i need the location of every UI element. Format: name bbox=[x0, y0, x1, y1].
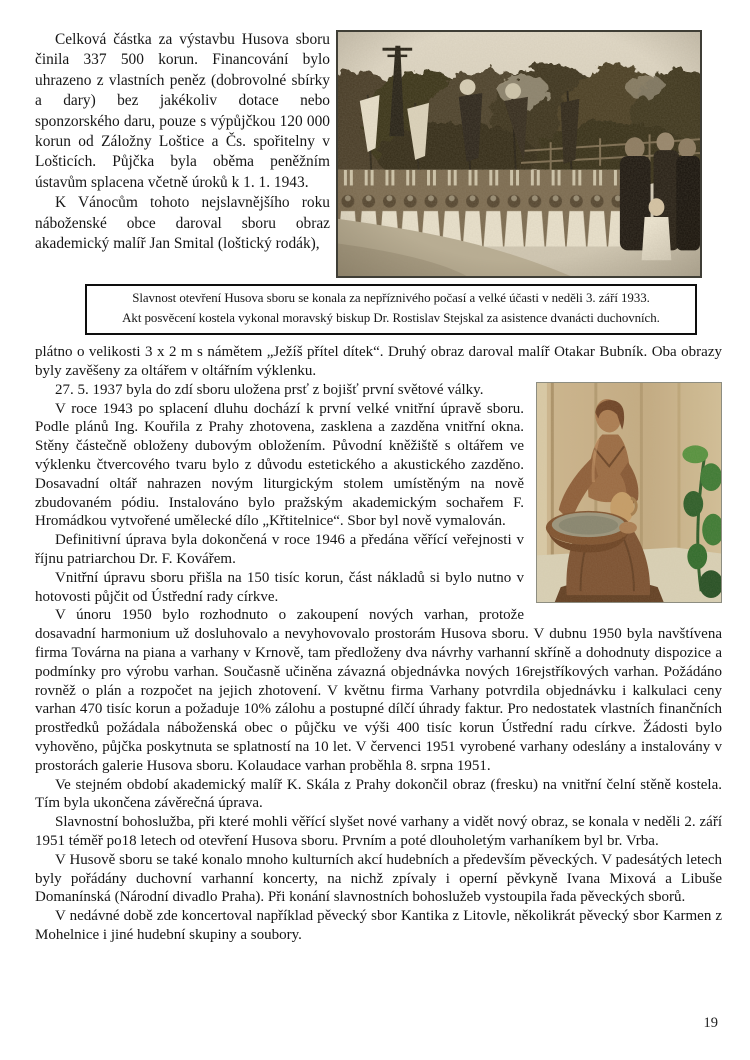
page-number: 19 bbox=[703, 1015, 718, 1031]
caption-line-1: Slavnost otevření Husova sboru se konala za nepříznivého počasí a velké účasti v neděli 3. září 1933. bbox=[132, 291, 650, 305]
body-paragraph-2: 27. 5. 1937 byla do zdí sboru uložena prsť z bojišť první světové války. bbox=[55, 381, 484, 398]
body-paragraph-4: Definitivní úprava byla dokončená v roce 1946 a předána věřící veřejnosti v říjnu patriarchou Dr. F. Kovářem. bbox=[35, 532, 524, 567]
body-paragraph-10: V nedávné době zde koncertoval například pěvecký sbor Kantika z Litovle, několikrát pěvecký sbor Karmen z Mohelnice i jiné hudební skupiny a soubory. bbox=[35, 908, 722, 943]
intro-text-column bbox=[35, 30, 330, 278]
intro-paragraph-1: Celková částka za výstavbu Husova sboru činila 337 500 korun. Financování bylo uhrazeno z vlastních peněz (dobrovolné sbírky a dary) bez jakékoliv dotace nebo sponzorského daru, pouze s výpůjčkou 120 000 korun od Záložny Loštice a Čs. spořitelny v Lošticích. Půjčka byla oběma peněžním ústavům splacena včetně úroků k 1. 1. 1943. bbox=[35, 31, 330, 191]
body-paragraph-8: Slavnostní bohoslužba, při které mohli věřící slyšet nové varhany a vidět nový obraz, se konala v neděli 2. září 1951 téměř po18 letech od otevření Husova sboru. Prvním a poté dlouholetým varhaníkem byl br. Vrba. bbox=[35, 814, 722, 849]
photo-vignette bbox=[338, 32, 700, 276]
body-paragraph-1: plátno o velikosti 3 x 2 m s námětem „Ježíš přítel dítek“. Druhý obraz daroval malíř Otakar Bubník. Oba obrazy byly zavěšeny za oltářem v oltářním výklenku. bbox=[35, 344, 722, 379]
photo-grain bbox=[537, 383, 721, 602]
body-paragraph-9: V Husově sboru se také konalo mnoho kulturních akcí hudebních a především pěveckých. V padesátých letech byly pořádány duchovní varhanní koncerty, na nichž zpívaly i operní pěvkyně Ivana Mixová a Libuše Domanínská (Národní divadlo Praha). Při konání slavnostních bohoslužeb vystoupila řada pěveckých sborů. bbox=[35, 851, 722, 906]
top-section bbox=[35, 30, 722, 278]
body-paragraph-6: V únoru 1950 bylo rozhodnuto o zakoupení nových varhan, protože dosavadní harmonium už dosluhovalo a nevyhovovalo prostorám Husova sboru. V dubnu 1950 byla navštívena firma Továrna na piana a varhany v Krnově, tam předloženy dva návrhy varhanní skříně a dohodnuty dispozice a podmínky pro výrobu varhan. Současně učiněna závazná objednávka nových 16rejstříkových varhan. Požádáno rovněž o plán a rozpočet na jejich zhotovení. V květnu firma Varhany potvrdila objednávku i kalkulaci ceny varhan 470 tisíc korun a požaduje 10% zálohu a postupné dílčí úhrady faktur. Pro nedostatek vlastních finančních prostředků požádala náboženská obec o půjčku ve výši 400 tisíc korun Ústřední radu církve. Žádosti bylo vyhověno, půjčka poskytnuta se splatností na 10 let. V červenci 1951 vyrobené varhany odeslány a instalovány v prostorách galerie Husova sboru. Kolaudace varhan proběhla 8. srpna 1951. bbox=[35, 607, 722, 774]
body-paragraph-7: Ve stejném období akademický malíř K. Skála z Prahy dokončil obraz (fresku) na vnitřní čelní stěně kostela. Tím byla ukončena závěrečná úprava. bbox=[35, 776, 722, 812]
ceremony-photo-illustration bbox=[338, 32, 700, 276]
statue-photo-illustration bbox=[537, 383, 721, 602]
caption-line-2: Akt posvěcení kostela vykonal moravský biskup Dr. Rostislav Stejskal za asistence dvanácti duchovních. bbox=[122, 310, 660, 325]
page-content bbox=[35, 30, 722, 945]
intro-paragraph-2: K Vánocům tohoto nejslavnějšího roku náboženské obce daroval sboru obraz akademický malíř Jan Smital (loštický rodák), bbox=[35, 194, 330, 253]
baptismal-font-statue-photo bbox=[536, 382, 722, 603]
body-paragraph-5: Vnitřní úpravu sboru přišla na 150 tisíc korun, část nákladů si bylo nutno v hotovosti půjčit od Ústřední rady církve. bbox=[35, 569, 524, 605]
ceremony-crowd-photo-1933 bbox=[336, 30, 702, 278]
body-text bbox=[35, 343, 722, 945]
body-paragraph-3: V roce 1943 po splacení dluhu dochází k první velké vnitřní úpravě sboru. Podle plánů Ing. Kouřila z Prahy zhotovena, zasklena a zazděna vnitřní okna. Stěny částečně obloženy dubovým obložením. Původní kněžiště s oltářem ve výklenku čtvercového tvaru bylo z důvodu estetického a akustického zazděno. Dosavadní oltář nahrazen novým liturgickým stolem umístěným na nově zbudovaném pódiu. Instalováno bylo pražským akademickým sochařem F. Hromádkou vytvořené umělecké dílo „Křtitelnice“. Sbor byl nově vymalován. bbox=[35, 400, 524, 530]
photo-caption-box bbox=[85, 284, 697, 335]
